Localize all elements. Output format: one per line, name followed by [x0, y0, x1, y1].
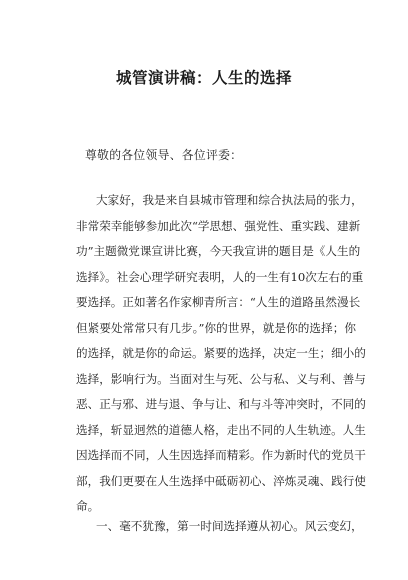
paragraph-line: 选择，斩显迥然的道德人格，走出不同的人生轨迹。人生 — [76, 422, 366, 437]
body-paragraph-1 — [76, 188, 366, 520]
salutation: 尊敬的各位领导、各位评委： — [85, 148, 243, 162]
paragraph-line: 部，我们更要在人生选择中砥砺初心、淬炼灵魂、践行使 — [76, 473, 366, 488]
paragraph-line: 命。 — [76, 499, 100, 513]
paragraph-line: 但紧要处常常只有几步。”你的世界，就是你的选择；你 — [76, 320, 356, 335]
paragraph-line: 因选择而不同，人生因选择而精彩。作为新时代的党员干 — [76, 448, 366, 462]
paragraph-line: 选择，影响行为。当面对生与死、公与私、义与利、善与 — [76, 371, 366, 386]
paragraph-line: 大家好，我是来自县城市管理和综合执法局的张力， — [96, 193, 363, 207]
paragraph-line: 恶、正与邪、进与退、争与让、和与斗等冲突时，不同的 — [76, 397, 366, 411]
section-heading-line: 一、毫不犹豫，第一时间选择遵从初心。风云变幻， — [96, 519, 363, 533]
paragraph-line: 的选择，就是你的命运。紧要的选择，决定一生；细小的 — [76, 346, 366, 360]
paragraph-line: 选择》。社会心理学研究表明，人的一生有10次左右的重 — [76, 269, 364, 284]
paragraph-line: 功”主题微党课宣讲比赛，今天我宣讲的题目是《人生的 — [76, 244, 361, 258]
paragraph-line: 要选择。正如著名作家柳青所言：“人生的道路虽然漫长 — [76, 295, 361, 309]
document-title: 城管演讲稿：人生的选择 — [115, 69, 292, 87]
paragraph-line: 非常荣幸能够参加此次“学思想、强党性、重实践、建新 — [76, 218, 361, 233]
body-paragraph-2 — [76, 514, 363, 540]
